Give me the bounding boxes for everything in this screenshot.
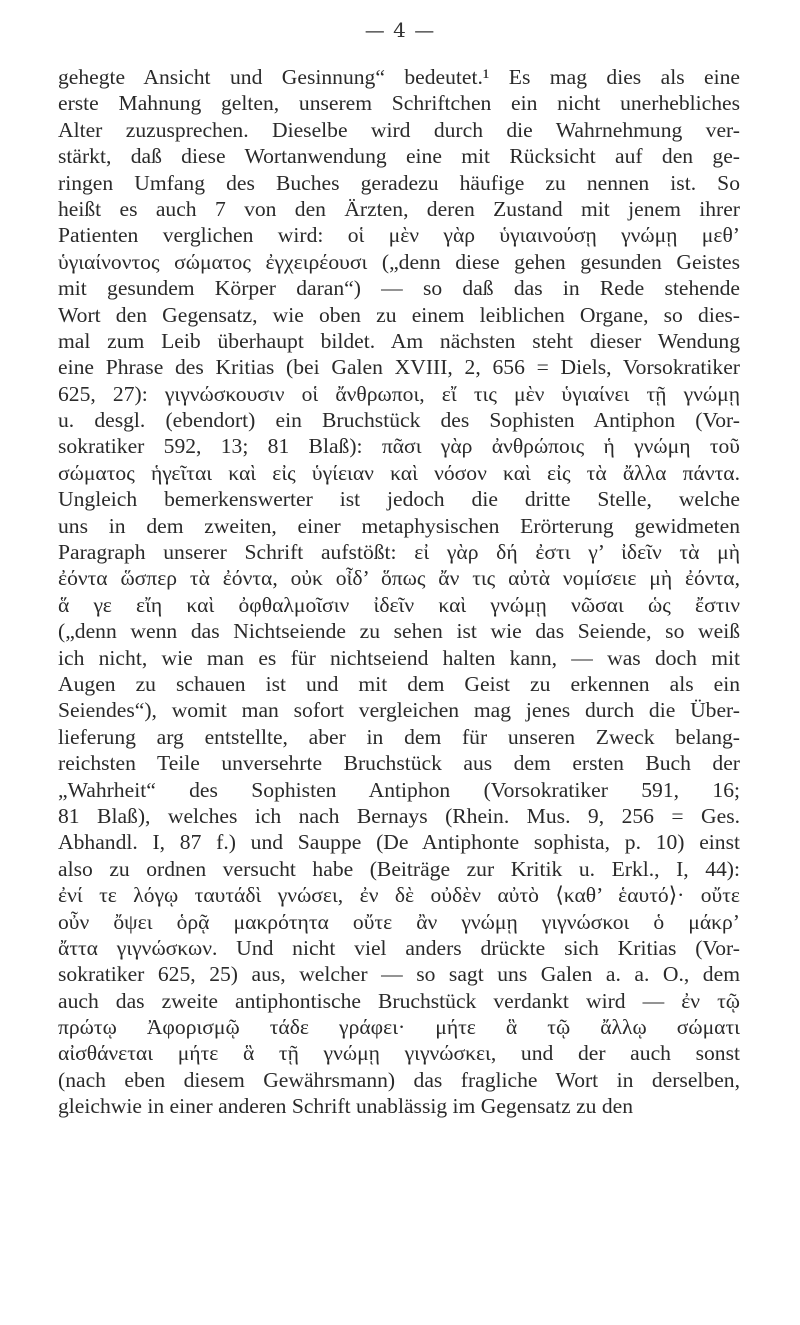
- text-line: αἰσθάνεται μήτε ἃ τῇ γνώμῃ γιγνώσκει, und der auch sonst: [58, 1041, 740, 1066]
- text-line: Paragraph unserer Schrift aufstößt: εἰ γὰρ δή ἐστι γ’ ἰδεῖν τὰ μὴ: [58, 540, 740, 565]
- body-text: [58, 64, 740, 1120]
- text-line: gleichwie in einer anderen Schrift unablässig im Gegensatz zu den: [58, 1094, 634, 1119]
- text-line: ἐόντα ὥσπερ τὰ ἐόντα, οὐκ οἶδ’ ὅπως ἄν τις αὐτὰ νομίσειε μὴ ἐόντα,: [58, 566, 740, 591]
- text-line: gehegte Ansicht und Gesinnung“ bedeutet.¹ Es mag dies als eine: [58, 65, 740, 89]
- text-line: Patienten verglichen wird: οἱ μὲν γὰρ ὑγιαινούσῃ γνώμῃ μεθ’: [58, 223, 740, 248]
- text-line: heißt es auch 7 von den Ärzten, deren Zustand mit jenem ihrer: [58, 196, 740, 221]
- text-line: Abhandl. I, 87 f.) und Sauppe (De Antiphonte sophista, p. 10) einst: [58, 830, 740, 855]
- text-line: ὑγιαίνοντος σώματος ἐγχειρέουσι („denn diese gehen gesunden Geistes: [58, 249, 740, 274]
- text-line: u. desgl. (ebendort) ein Bruchstück des Sophisten Antiphon (Vor-: [58, 408, 740, 433]
- text-line: sokratiker 625, 25) aus, welcher — so sagt uns Galen a. a. O., dem: [58, 962, 740, 987]
- page-number: — 4 —: [364, 18, 436, 42]
- text-line: Alter zuzusprechen. Dieselbe wird durch die Wahrnehmung ver-: [58, 117, 740, 142]
- text-line: also zu ordnen versucht habe (Beiträge zur Kritik u. Erkl., I, 44):: [58, 856, 740, 881]
- text-line: lieferung arg entstellte, aber in dem für unseren Zweck belang-: [58, 724, 740, 749]
- text-line: mal zum Leib überhaupt bildet. Am nächsten steht dieser Wendung: [58, 328, 740, 353]
- text-line: σώματος ἡγεῖται καὶ εἰς ὑγίειαν καὶ νόσον καὶ εἰς τὰ ἄλλα πάντα.: [58, 460, 740, 485]
- text-line: mit gesundem Körper daran“) — so daß das in Rede stehende: [58, 276, 740, 301]
- text-line: Augen zu schauen ist und mit dem Geist zu erkennen als ein: [58, 671, 740, 696]
- text-line: ringen Umfang des Buches geradezu häufige zu nennen ist. So: [58, 170, 740, 195]
- text-line: ἄττα γιγνώσκων. Und nicht viel anders drückte sich Kritias (Vor-: [58, 935, 740, 960]
- text-line: sokratiker 592, 13; 81 Blaß): πᾶσι γὰρ ἀνθρώποις ἡ γνώμη τοῦ: [58, 434, 740, 459]
- text-line: Ungleich bemerkenswerter ist jedoch die dritte Stelle, welche: [58, 487, 740, 512]
- text-line: ich nicht, wie man es für nichtseiend halten kann, — was doch mit: [58, 645, 740, 670]
- text-line: „Wahrheit“ des Sophisten Antiphon (Vorsokratiker 591, 16;: [58, 777, 740, 802]
- text-line: uns in dem zweiten, einer metaphysischen Erörterung gewidmeten: [58, 513, 740, 538]
- text-line: πρώτῳ Ἀφορισμῷ τάδε γράφει· μήτε ἃ τῷ ἄλλῳ σώματι: [58, 1015, 740, 1040]
- text-line: erste Mahnung gelten, unserem Schriftchen ein nicht unerhebliches: [58, 91, 740, 116]
- text-line: Wort den Gegensatz, wie oben zu einem leiblichen Organe, so dies-: [58, 302, 740, 327]
- text-line: 81 Blaß), welches ich nach Bernays (Rhein. Mus. 9, 256 = Ges.: [58, 803, 740, 828]
- text-line: stärkt, daß diese Wortanwendung eine mit Rücksicht auf den ge-: [58, 144, 740, 169]
- text-line: auch das zweite antiphontische Bruchstück verdankt wird — ἐν τῷ: [58, 988, 740, 1013]
- text-line: οὖν ὄψει ὁρᾷ μακρότητα οὔτε ἂν γνώμῃ γιγνώσκοι ὁ μάκρ’: [58, 909, 740, 934]
- text-line: eine Phrase des Kritias (bei Galen XVIII, 2, 656 = Diels, Vorsokratiker: [58, 355, 740, 380]
- text-line: Seiendes“), womit man sofort vergleichen mag jenes durch die Über-: [58, 698, 740, 723]
- text-line: 625, 27): γιγνώσκουσιν οἱ ἄνθρωποι, εἴ τις μὲν ὑγιαίνει τῇ γνώμῃ: [58, 381, 740, 406]
- text-line: ἅ γε εἴη καὶ ὀφθαλμοῖσιν ἰδεῖν καὶ γνώμῃ νῶσαι ὡς ἔστιν: [58, 592, 740, 617]
- text-line: ἐνί τε λόγῳ ταυτάδὶ γνώσει, ἐν δὲ οὐδὲν αὐτὸ ⟨καθ’ ἑαυτό⟩· οὔτε: [58, 883, 740, 908]
- text-line: (nach eben diesem Gewährsmann) das fragliche Wort in derselben,: [58, 1067, 740, 1092]
- text-line: („denn wenn das Nichtseiende zu sehen ist wie das Seiende, so weiß: [58, 619, 740, 644]
- text-line: reichsten Teile unversehrte Bruchstück aus dem ersten Buch der: [58, 751, 740, 776]
